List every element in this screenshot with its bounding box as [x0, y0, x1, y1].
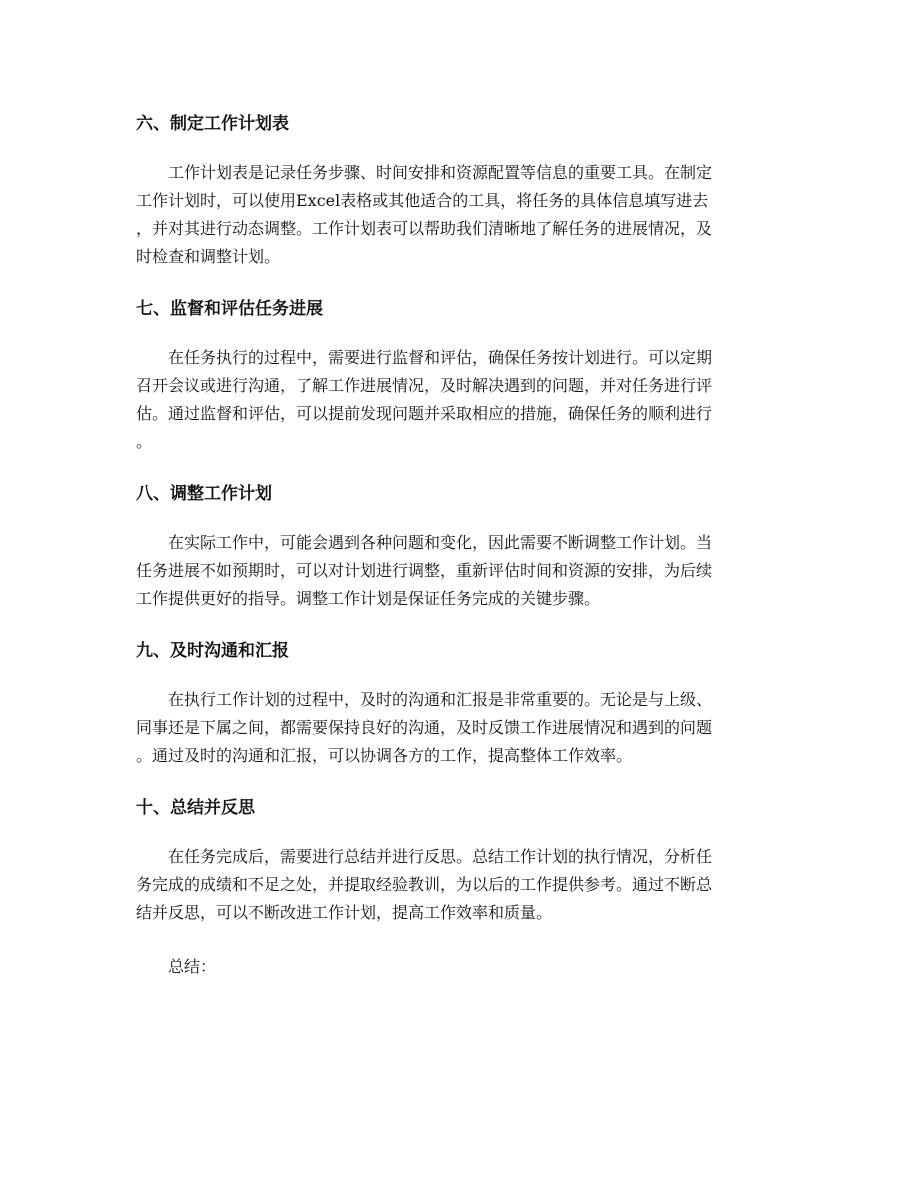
paragraph-line: 召开会议或进行沟通，了解工作进展情况，及时解决遇到的问题，并对任务进行评: [136, 376, 713, 395]
paragraph-line: 在执行工作计划的过程中，及时的沟通和汇报是非常重要的。无论是与上级、: [168, 690, 713, 709]
section-6: [136, 112, 786, 271]
paragraph-line: 。: [136, 432, 153, 451]
paragraph-line: 工作计划时，可以使用Excel表格或其他适合的工具，将任务的具体信息填写进去: [136, 191, 709, 210]
section-heading: 八、调整工作计划: [136, 484, 272, 504]
paragraph-line: 结并反思，可以不断改进工作计划，提高工作效率和质量。: [136, 903, 553, 922]
document-page: [136, 112, 786, 981]
section-10: [136, 796, 786, 927]
paragraph-line: 任务进展不如预期时，可以对计划进行调整，重新评估时间和资源的安排，为后续: [136, 561, 713, 580]
section-heading: 十、总结并反思: [136, 798, 255, 818]
section-heading: 九、及时沟通和汇报: [136, 641, 289, 661]
paragraph-line: 务完成的成绩和不足之处，并提取经验教训，为以后的工作提供参考。通过不断总: [136, 875, 713, 894]
section-heading: 六、制定工作计划表: [136, 114, 289, 134]
section-paragraph: [136, 843, 786, 927]
section-heading: 七、监督和评估任务进展: [136, 299, 323, 319]
section-paragraph: [136, 344, 786, 456]
paragraph-line: 估。通过监督和评估，可以提前发现问题并采取相应的措施，确保任务的顺利进行: [136, 404, 713, 423]
paragraph-line: 时检查和调整计划。: [136, 247, 281, 266]
section-8: [136, 482, 786, 613]
paragraph-line: 工作计划表是记录任务步骤、时间安排和资源配置等信息的重要工具。在制定: [168, 163, 713, 182]
section-7: [136, 297, 786, 456]
section-9: [136, 639, 786, 770]
section-paragraph: [136, 529, 786, 613]
paragraph-line: 在任务执行的过程中，需要进行监督和评估，确保任务按计划进行。可以定期: [168, 348, 713, 367]
summary-label: 总结：: [168, 957, 217, 976]
paragraph-line: 在任务完成后，需要进行总结并进行反思。总结工作计划的执行情况，分析任: [168, 847, 713, 866]
paragraph-line: 。通过及时的沟通和汇报，可以协调各方的工作，提高整体工作效率。: [136, 746, 633, 765]
paragraph-line: 在实际工作中，可能会遇到各种问题和变化，因此需要不断调整工作计划。当: [168, 533, 713, 552]
section-paragraph: [136, 686, 786, 770]
section-paragraph: [136, 159, 786, 271]
paragraph-line: 同事还是下属之间，都需要保持良好的沟通，及时反馈工作进展情况和遇到的问题: [136, 718, 713, 737]
paragraph-line: ，并对其进行动态调整。工作计划表可以帮助我们清晰地了解任务的进展情况，及: [136, 219, 713, 238]
paragraph-line: 工作提供更好的指导。调整工作计划是保证任务完成的关键步骤。: [136, 589, 601, 608]
